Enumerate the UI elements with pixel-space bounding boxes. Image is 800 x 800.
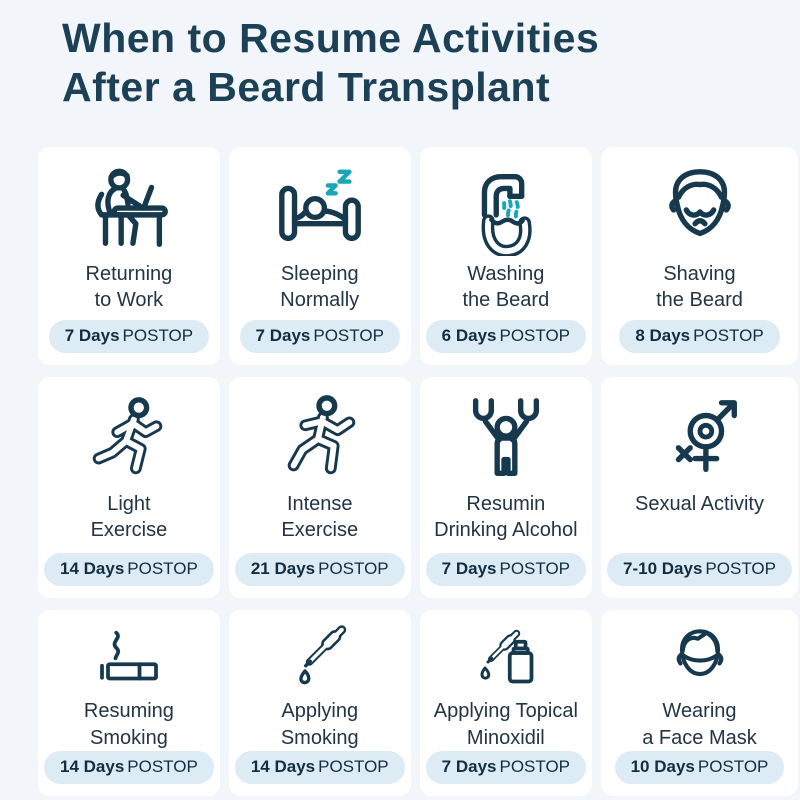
activity-label: Applying Smoking	[280, 700, 359, 749]
postop-badge: 8 Days POSTOP	[619, 320, 779, 353]
page-title-line1: When to Resume Activities	[62, 15, 600, 61]
card-washing-the-beard	[420, 147, 592, 365]
bearded-face-icon	[653, 159, 747, 259]
gender-symbol-icon	[653, 389, 747, 489]
postop-badge: 14 Days POSTOP	[235, 751, 405, 784]
card-light-exercise	[38, 377, 220, 598]
activity-label: Wearing a Face Mask	[642, 700, 757, 749]
sleeping-bed-icon	[273, 159, 367, 259]
card-face-mask	[601, 610, 798, 796]
dropper-bottle-icon	[470, 622, 542, 696]
running-person-icon	[82, 389, 176, 489]
page-title-line2: After a Beard Transplant	[62, 64, 551, 111]
face-mask-icon	[664, 622, 736, 696]
faucet-washing-icon	[459, 159, 553, 259]
postop-badge: 7 Days POSTOP	[240, 320, 400, 353]
postop-badge: 10 Days POSTOP	[615, 751, 785, 784]
person-at-desk-icon	[82, 159, 176, 259]
postop-badge: 6 Days POSTOP	[426, 320, 586, 353]
card-shaving-the-beard	[601, 147, 798, 365]
activity-label: Applying Topical Minoxidil	[433, 700, 578, 749]
card-sexual-activity	[601, 377, 798, 598]
postop-badge: 7 Days POSTOP	[49, 320, 209, 353]
cigarette-icon	[93, 622, 165, 696]
card-sleeping-normally	[229, 147, 411, 365]
activity-label: Returning to Work	[85, 263, 173, 312]
postop-badge: 7 Days POSTOP	[426, 751, 586, 784]
running-person-fast-icon	[273, 389, 367, 489]
activity-label: Shaving the Beard	[656, 263, 743, 312]
card-intense-exercise	[229, 377, 411, 598]
postop-badge: 14 Days POSTOP	[44, 553, 214, 586]
activity-grid	[38, 147, 776, 796]
card-topical-minoxidil	[420, 610, 592, 796]
activity-label: Washing the Beard	[462, 263, 550, 312]
postop-badge: 21 Days POSTOP	[235, 553, 405, 586]
cheering-person-icon	[459, 389, 553, 489]
page-title	[62, 14, 599, 112]
card-resuming-smoking	[38, 610, 220, 796]
activity-label: Light Exercise	[90, 493, 168, 542]
postop-badge: 7 Days POSTOP	[426, 553, 586, 586]
card-applying-smoking	[229, 610, 411, 796]
activity-label: Resuming Smoking	[83, 700, 174, 749]
activity-label: Intense Exercise	[281, 493, 359, 542]
dropper-icon	[284, 622, 356, 696]
activity-label: Sexual Activity	[635, 493, 764, 515]
card-returning-to-work	[38, 147, 220, 365]
card-drinking-alcohol	[420, 377, 592, 598]
activity-label: Resumin Drinking Alcohol	[434, 493, 578, 542]
postop-badge: 14 Days POSTOP	[44, 751, 214, 784]
activity-label: Sleeping Normally	[280, 263, 360, 312]
postop-badge: 7-10 Days POSTOP	[607, 553, 792, 586]
